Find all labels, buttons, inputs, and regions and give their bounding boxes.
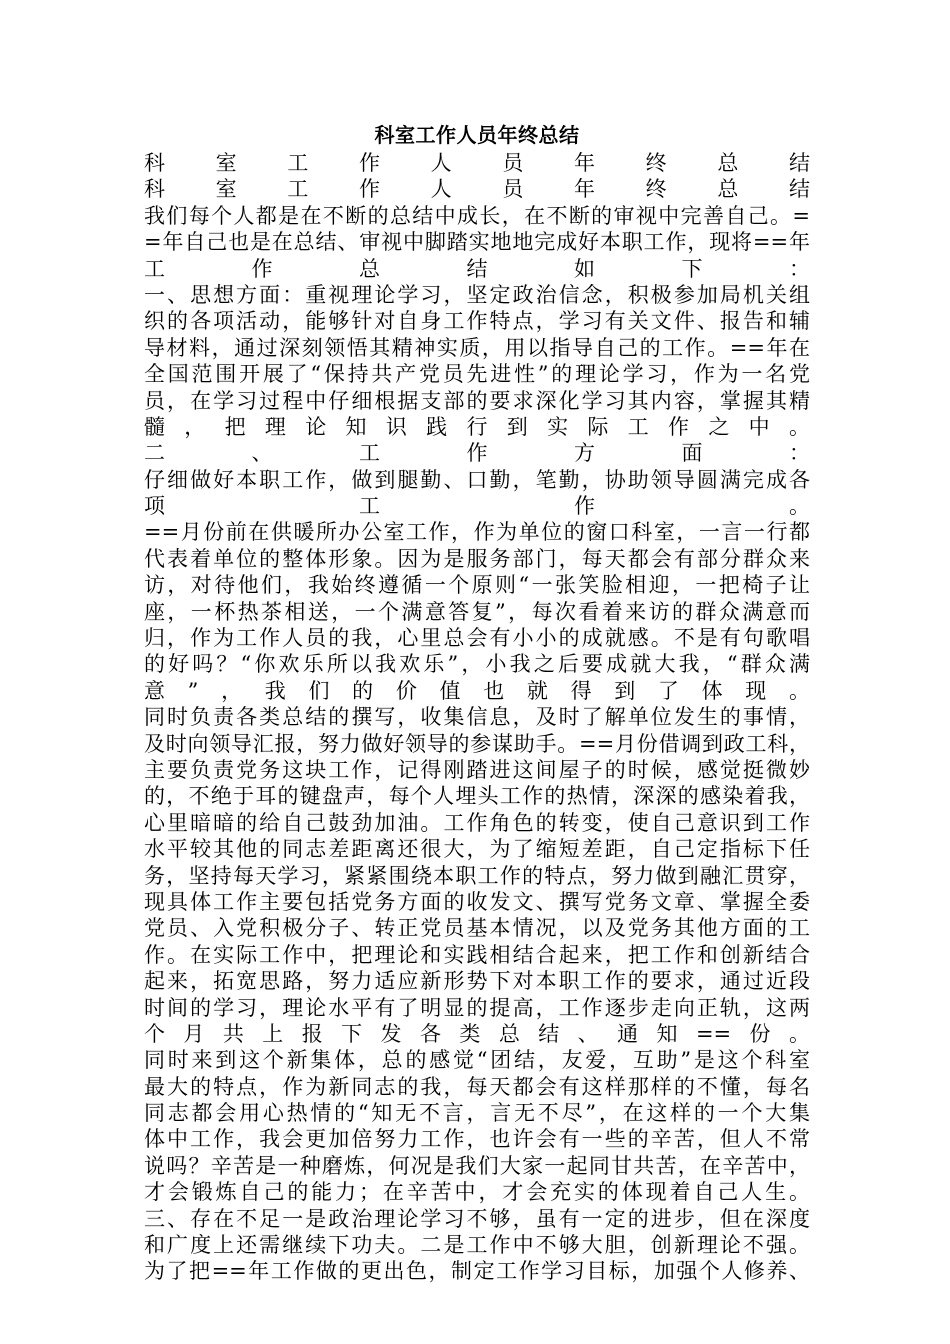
body-line: 织的各项活动，能够针对自身工作特点，学习有关文件、报告和辅: [144, 309, 810, 334]
body-line: 务，坚持每天学习，紧紧围绕本职工作的特点，努力做到融汇贯穿，: [144, 863, 810, 888]
body-line: 个月共上报下发各类总结、通知==份。: [144, 1021, 810, 1046]
body-line: 党员、入党积极分子、转正党员基本情况，以及党务其他方面的工: [144, 916, 810, 941]
body-line: 和广度上还需继续下功夫。二是工作中不够大胆，创新理论不强。: [144, 1233, 810, 1258]
body-line: 仔细做好本职工作，做到腿勤、口勤，笔勤，协助领导圆满完成各: [144, 467, 810, 492]
document-page: [144, 120, 810, 1285]
body-line: 员，在学习过程中仔细根据支部的要求深化学习其内容，掌握其精: [144, 388, 810, 413]
body-line: 及时向领导汇报，努力做好领导的参谋助手。==月份借调到政工科，: [144, 731, 810, 756]
body-line: 同志都会用心热情的“知无不言，言无不尽”，在这样的一个大集: [144, 1101, 810, 1126]
body-line: 起来，拓宽思路，努力适应新形势下对本职工作的要求，通过近段: [144, 969, 810, 994]
body-line: 一、思想方面：重视理论学习，坚定政治信念，积极参加局机关组: [144, 282, 810, 307]
body-line: 三、存在不足一是政治理论学习不够，虽有一定的进步，但在深度: [144, 1206, 810, 1231]
document-body: [144, 150, 810, 1285]
body-line: 体中工作，我会更加倍努力工作，也许会有一些的辛苦，但人不常: [144, 1127, 810, 1152]
body-line: 二、工作方面：: [144, 441, 810, 466]
body-line: 时间的学习，理论水平有了明显的提高，工作逐步走向正轨，这两: [144, 995, 810, 1020]
body-line: =年自己也是在总结、审视中脚踏实地地完成好本职工作，现将==年: [144, 230, 810, 255]
body-line: 的，不绝于耳的键盘声，每个人埋头工作的热情，深深的感染着我，: [144, 784, 810, 809]
body-line: 科室工作人员年终总结: [144, 151, 810, 175]
body-line: 才会锻炼自己的能力；在辛苦中，才会充实的体现着自己人生。: [144, 1180, 810, 1205]
body-line: 全国范围开展了“保持共产党员先进性”的理论学习，作为一名党: [144, 362, 810, 387]
body-line: 科室工作人员年终总结: [144, 177, 810, 202]
body-line: 主要负责党务这块工作，记得刚踏进这间屋子的时候，感觉挺微妙: [144, 757, 810, 782]
body-line: 同时负责各类总结的撰写，收集信息，及时了解单位发生的事情，: [144, 705, 810, 730]
body-line: 项工作。: [144, 494, 810, 519]
body-line: 髓，把理论知识践行到实际工作之中。: [144, 414, 810, 439]
body-line: 归，作为工作人员的我，心里总会有小小的成就感。不是有句歌唱: [144, 626, 810, 651]
body-line: 心里暗暗的给自己鼓劲加油。工作角色的转变，使自己意识到工作: [144, 810, 810, 835]
body-line: 意”，我们的价值也就得到了体现。: [144, 678, 810, 703]
body-line: 说吗？辛苦是一种磨炼，何况是我们大家一起同甘共苦，在辛苦中，: [144, 1153, 810, 1178]
body-line: 现具体工作主要包括党务方面的收发文、撰写党务文章、掌握全委: [144, 889, 810, 914]
body-line: 座，一杯热茶相送，一个满意答复”，每次看着来访的群众满意而: [144, 599, 810, 624]
body-line: 导材料，通过深刻领悟其精神实质，用以指导自己的工作。==年在: [144, 335, 810, 360]
body-line: 作。在实际工作中，把理论和实践相结合起来，把工作和创新结合: [144, 942, 810, 967]
body-line: 我们每个人都是在不断的总结中成长，在不断的审视中完善自己。=: [144, 203, 810, 228]
body-line: 为了把==年工作做的更出色，制定工作学习目标，加强个人修养、: [144, 1259, 810, 1284]
body-line: 代表着单位的整体形象。因为是服务部门，每天都会有部分群众来: [144, 546, 810, 571]
document-title: 科室工作人员年终总结: [374, 123, 580, 147]
body-line: 访，对待他们，我始终遵循一个原则“一张笑脸相迎，一把椅子让: [144, 573, 810, 598]
body-line: 水平较其他的同志差距离还很大，为了缩短差距，自己定指标下任: [144, 837, 810, 862]
body-line: 同时来到这个新集体，总的感觉“团结，友爱，互助”是这个科室: [144, 1048, 810, 1073]
body-line: 的好吗？“你欢乐所以我欢乐”，小我之后要成就大我，“群众满: [144, 652, 810, 677]
body-line: 工作总结如下：: [144, 256, 810, 281]
body-line: 最大的特点，作为新同志的我，每天都会有这样那样的不懂，每名: [144, 1074, 810, 1099]
body-line: ==月份前在供暖所办公室工作，作为单位的窗口科室，一言一行都: [144, 520, 810, 545]
